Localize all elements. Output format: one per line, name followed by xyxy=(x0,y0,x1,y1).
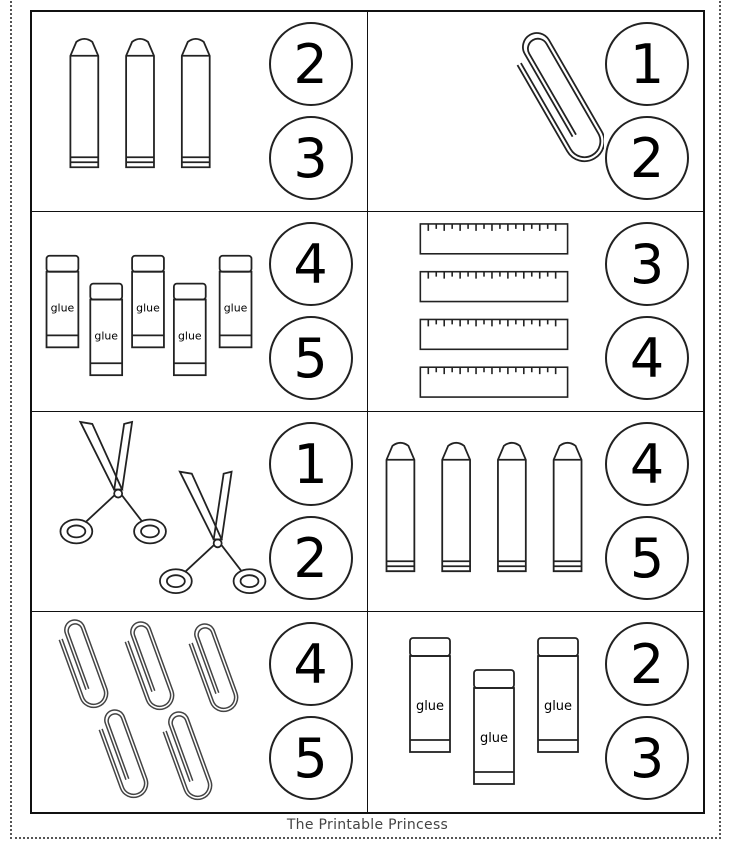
number-choice[interactable]: 4 xyxy=(605,316,689,400)
svg-text:glue: glue xyxy=(136,301,160,315)
crayon-icon xyxy=(497,443,525,571)
number-choice[interactable]: 5 xyxy=(605,516,689,600)
ruler-icon xyxy=(420,319,567,349)
clip-card-1 xyxy=(32,12,368,212)
counting-clip-cards-grid xyxy=(30,10,705,814)
svg-text:glue: glue xyxy=(543,699,572,714)
clip-card-7 xyxy=(32,612,368,812)
paperclip-group xyxy=(368,12,604,211)
ruler-icon xyxy=(420,224,567,254)
svg-text:glue: glue xyxy=(223,301,248,315)
number-choice[interactable]: 2 xyxy=(269,516,353,600)
crayon-icon xyxy=(386,443,414,571)
svg-text:glue: glue xyxy=(479,731,508,746)
paperclip-group xyxy=(32,612,268,812)
number-choice[interactable]: 5 xyxy=(269,316,353,400)
number-choice[interactable]: 4 xyxy=(605,422,689,506)
paperclip-icon xyxy=(54,617,111,711)
glue-stick-icon xyxy=(47,256,79,348)
number-choice[interactable]: 2 xyxy=(605,116,689,200)
clip-card-4 xyxy=(368,212,704,412)
scissors-icon xyxy=(160,472,265,593)
crayon-icon xyxy=(553,443,581,571)
paperclip-icon xyxy=(94,707,151,801)
clip-card-2 xyxy=(368,12,704,212)
svg-text:glue: glue xyxy=(94,329,119,343)
crayon-icon xyxy=(126,39,154,167)
crayon-icon xyxy=(442,443,470,571)
scissors-icon xyxy=(60,422,165,543)
glue-stick-icon xyxy=(90,284,122,376)
clip-card-8 xyxy=(368,612,704,812)
paperclip-icon xyxy=(507,28,604,169)
scissors-group xyxy=(32,412,268,611)
ruler-group xyxy=(368,212,604,411)
crayon-icon xyxy=(182,39,210,167)
glue-stick-group xyxy=(368,612,604,812)
svg-text:glue: glue xyxy=(177,329,202,343)
clip-card-5 xyxy=(32,412,368,612)
number-choice[interactable]: 2 xyxy=(269,22,353,106)
number-choice[interactable]: 1 xyxy=(269,422,353,506)
clip-card-6 xyxy=(368,412,704,612)
number-choice[interactable]: 5 xyxy=(269,716,353,800)
footer-credit: The Printable Princess xyxy=(286,817,449,833)
paperclip-icon xyxy=(184,621,241,715)
number-choice[interactable]: 3 xyxy=(605,716,689,800)
number-choice[interactable]: 2 xyxy=(605,622,689,706)
glue-stick-icon xyxy=(220,256,252,348)
number-choice[interactable]: 1 xyxy=(605,22,689,106)
glue-stick-icon xyxy=(410,638,450,752)
paperclip-icon xyxy=(158,709,215,803)
crayon-group xyxy=(32,12,268,211)
glue-stick-icon xyxy=(538,638,578,752)
svg-text:glue: glue xyxy=(50,301,75,315)
number-choice[interactable]: 4 xyxy=(269,222,353,306)
glue-stick-icon xyxy=(132,256,164,348)
ruler-icon xyxy=(420,272,567,302)
crayon-group xyxy=(368,412,604,611)
glue-stick-icon xyxy=(474,670,514,784)
glue-stick-icon xyxy=(174,284,206,376)
number-choice[interactable]: 3 xyxy=(269,116,353,200)
glue-stick-group xyxy=(32,212,268,411)
ruler-icon xyxy=(420,367,567,397)
clip-card-3 xyxy=(32,212,368,412)
number-choice[interactable]: 4 xyxy=(269,622,353,706)
svg-text:glue: glue xyxy=(415,699,444,714)
paperclip-icon xyxy=(120,619,177,713)
number-choice[interactable]: 3 xyxy=(605,222,689,306)
crayon-icon xyxy=(70,39,98,167)
